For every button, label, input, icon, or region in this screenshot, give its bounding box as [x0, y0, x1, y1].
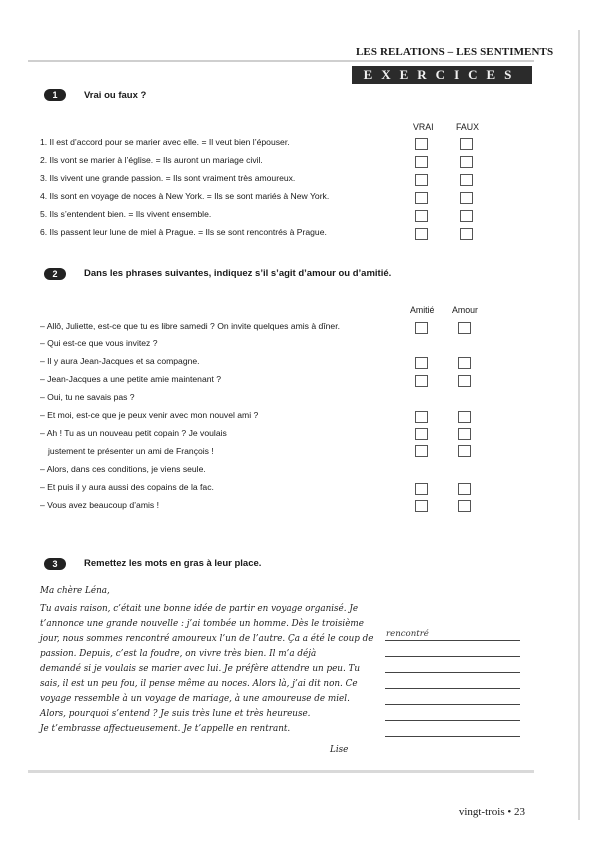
- letter-line: sais, il est un peu fou, il pense même au noces. Alors là, j’ai dit non. Ce: [40, 679, 358, 689]
- vrai-checkbox[interactable]: [415, 156, 428, 168]
- letter-line: Tu avais raison, c’était une bonne idée de partir en voyage organisé. Je: [40, 604, 359, 614]
- ex2-dialogue-line: – Jean-Jacques a une petite amie maintenant ?: [40, 374, 222, 384]
- letter-line: Je t’embrasse affectueusement. Je t’appelle en rentrant.: [40, 724, 291, 734]
- amour-checkbox[interactable]: [458, 483, 471, 495]
- amitie-checkbox[interactable]: [415, 411, 428, 423]
- letter-line: jour, nous sommes rencontré amoureux l’un de l’autre. Ça a été le coup de: [40, 634, 374, 644]
- amour-checkbox[interactable]: [458, 375, 471, 387]
- exercise-2-badge: 2: [44, 268, 66, 280]
- answer-handwritten: rencontré: [386, 629, 429, 639]
- faux-checkbox[interactable]: [460, 210, 473, 222]
- ex2-dialogue-line: – Vous avez beaucoup d’amis !: [40, 500, 159, 510]
- ex1-statement: 1. Il est d’accord pour se marier avec elle. = Il veut bien l’épouser.: [40, 137, 290, 147]
- exercise-2-title: Dans les phrases suivantes, indiquez s’il s’agit d’amour ou d’amitié.: [84, 268, 392, 279]
- amitie-checkbox[interactable]: [415, 500, 428, 512]
- amour-checkbox[interactable]: [458, 445, 471, 457]
- answer-blank[interactable]: [385, 736, 520, 737]
- amitie-checkbox[interactable]: [415, 483, 428, 495]
- vrai-checkbox[interactable]: [415, 228, 428, 240]
- faux-checkbox[interactable]: [460, 138, 473, 150]
- faux-checkbox[interactable]: [460, 192, 473, 204]
- amitie-checkbox[interactable]: [415, 375, 428, 387]
- vrai-checkbox[interactable]: [415, 192, 428, 204]
- answer-blank[interactable]: [385, 720, 520, 721]
- faux-checkbox[interactable]: [460, 228, 473, 240]
- ex2-dialogue-line: – Alors, dans ces conditions, je viens seule.: [40, 464, 206, 474]
- exercise-3-title: Remettez les mots en gras à leur place.: [84, 558, 262, 569]
- answer-blank[interactable]: [385, 672, 520, 673]
- amitie-checkbox[interactable]: [415, 357, 428, 369]
- footer-divider: [28, 770, 534, 773]
- letter-line: demandé si je voulais se marier avec lui. Je préfère attendre un peu. Tu: [40, 664, 361, 674]
- amour-checkbox[interactable]: [458, 500, 471, 512]
- column-faux: FAUX: [456, 122, 479, 132]
- exercise-1-badge: 1: [44, 89, 66, 101]
- amitie-checkbox[interactable]: [415, 428, 428, 440]
- column-amitie: Amitié: [410, 305, 435, 315]
- amitie-checkbox[interactable]: [415, 322, 428, 334]
- column-amour: Amour: [452, 305, 478, 315]
- ex1-statement: 3. Ils vivent une grande passion. = Ils sont vraiment très amoureux.: [40, 173, 296, 183]
- ex2-dialogue-line: – Allô, Juliette, est-ce que tu es libre samedi ? On invite quelques amis à dîner.: [40, 321, 340, 331]
- ex2-dialogue-line: – Qui est-ce que vous invitez ?: [40, 338, 158, 348]
- ex1-statement: 2. Ils vont se marier à l’église. = Ils auront un mariage civil.: [40, 155, 263, 165]
- exercise-1-title: Vrai ou faux ?: [84, 90, 147, 101]
- page-edge-shadow: [578, 30, 580, 820]
- header-divider: [28, 60, 534, 62]
- ex1-statement: 4. Ils sont en voyage de noces à New York. = Ils se sont mariés à New York.: [40, 191, 330, 201]
- exercises-banner-label: EXERCICES: [363, 67, 521, 82]
- vrai-checkbox[interactable]: [415, 138, 428, 150]
- chapter-title: LES RELATIONS – LES SENTIMENTS: [356, 46, 554, 58]
- ex2-dialogue-line: – Ah ! Tu as un nouveau petit copain ? Je voulais: [40, 428, 227, 438]
- letter-line: Alors, pourquoi s’entend ? Je suis très lune et très heureuse.: [40, 709, 311, 719]
- answer-blank[interactable]: [385, 656, 520, 657]
- amour-checkbox[interactable]: [458, 428, 471, 440]
- letter-signature: Lise: [330, 745, 349, 755]
- ex2-dialogue-line: – Et moi, est-ce que je peux venir avec mon nouvel ami ?: [40, 410, 259, 420]
- ex2-dialogue-line: justement te présenter un ami de François !: [48, 446, 214, 456]
- column-vrai: VRAI: [413, 122, 434, 132]
- amitie-checkbox[interactable]: [415, 445, 428, 457]
- exercises-banner: [352, 66, 532, 84]
- letter-line: t’annonce une grande nouvelle : j’ai tombée un homme. Dès le troisième: [40, 619, 364, 629]
- letter-line: voyage ressemble à un voyage de mariage, à une amoureuse de miel.: [40, 694, 350, 704]
- letter-line: passion. Depuis, c’est la foudre, on vivre très bien. Il m’a déjà: [40, 649, 317, 659]
- answer-blank[interactable]: [385, 688, 520, 689]
- vrai-checkbox[interactable]: [415, 174, 428, 186]
- amour-checkbox[interactable]: [458, 357, 471, 369]
- faux-checkbox[interactable]: [460, 156, 473, 168]
- ex2-dialogue-line: – Oui, tu ne savais pas ?: [40, 392, 135, 402]
- ex2-dialogue-line: – Il y aura Jean-Jacques et sa compagne.: [40, 356, 200, 366]
- vrai-checkbox[interactable]: [415, 210, 428, 222]
- letter-greeting: Ma chère Léna,: [40, 586, 110, 596]
- ex1-statement: 6. Ils passent leur lune de miel à Prague. = Ils se sont rencontrés à Prague.: [40, 227, 327, 237]
- page-number: vingt-trois • 23: [458, 806, 525, 818]
- answer-blank[interactable]: [385, 704, 520, 705]
- ex2-dialogue-line: – Et puis il y aura aussi des copains de la fac.: [40, 482, 214, 492]
- ex1-statement: 5. Ils s’entendent bien. = Ils vivent ensemble.: [40, 209, 212, 219]
- amour-checkbox[interactable]: [458, 411, 471, 423]
- answer-blank[interactable]: [385, 640, 520, 641]
- amour-checkbox[interactable]: [458, 322, 471, 334]
- exercise-3-badge: 3: [44, 558, 66, 570]
- faux-checkbox[interactable]: [460, 174, 473, 186]
